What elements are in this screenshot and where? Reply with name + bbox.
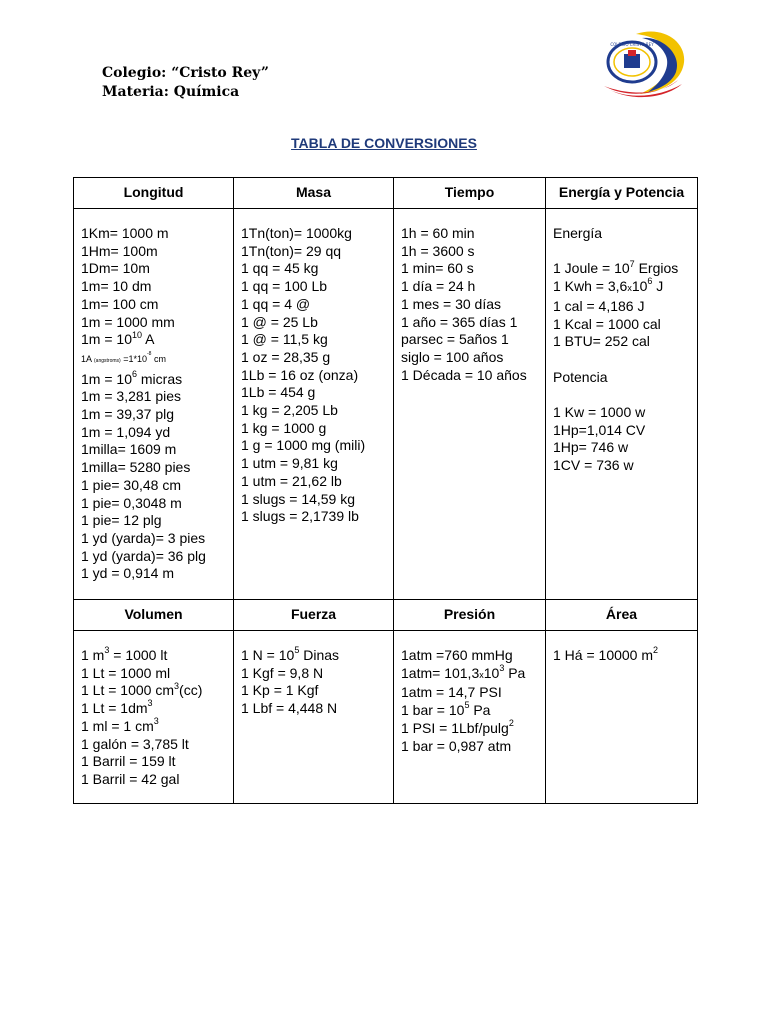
list-item: 1m = 3,281 pies (81, 388, 182, 405)
list-item: 1 $N = 10^5$ Dinas (241, 645, 340, 663)
school-name: Colegio: “Cristo Rey” (102, 65, 269, 81)
list-item: 1 día = 24 h (401, 278, 476, 295)
list-item: 1atm =760 mmHg (401, 647, 513, 663)
header-area: Área (546, 600, 698, 631)
list-item: 1CV = 736 w (553, 457, 634, 474)
list-item: 1Lb = 16 oz (onza) (241, 366, 359, 383)
list-item: 1 Kcal = 1000 cal (553, 315, 661, 332)
list-item: 1 bar = $10^5$ Pa (401, 700, 491, 719)
list-item: 1 $m^3 = 1000$ lt (81, 645, 168, 663)
list-item: $1m = 10^6$ micras (81, 368, 183, 387)
subject-name: Materia: Química (102, 84, 240, 100)
list-item: 1 pie= 12 plg (81, 512, 162, 529)
list-item: 1 Lbf = 4,448 N (241, 700, 338, 717)
table-header-row (74, 178, 698, 209)
section-label-potencia: Potencia (553, 368, 608, 385)
list-item: 1 qq = 100 Lb (241, 278, 328, 295)
cell-masa (234, 209, 394, 600)
list-item: 1 oz = 28,35 g (241, 348, 331, 365)
list-item: 1 mes = 30 días (401, 295, 502, 312)
list-item: 1 $Lt = 1dm^3$ (81, 698, 153, 717)
list-item: 1 @ = 25 Lb (241, 313, 318, 330)
list-item: 1milla= 1609 m (81, 441, 177, 458)
list-item: 1 yd = 0,914 m (81, 565, 175, 582)
list-item: 1 Kp = 1 Kgf (241, 682, 319, 699)
list-item: 1 Barril = 42 gal (81, 770, 180, 787)
header-volumen: Volumen (74, 600, 234, 631)
list-item: 1 Década = 10 años (401, 366, 527, 383)
list-item: 1 slugs = 14,59 kg (241, 490, 356, 507)
table-row (74, 631, 698, 804)
table-row (74, 209, 698, 600)
list-item: 1Lb = 454 g (241, 384, 316, 401)
list-item: 1 galón = 3,785 lt (81, 735, 189, 752)
list-item: 1 Lt = 1000 $cm^3(cc)$ (81, 680, 203, 699)
list-item: 1 año = 365 días 1 (401, 313, 518, 330)
list-item: 1 pie= 30,48 cm (81, 476, 182, 493)
list-item: 1atm = 14,7 PSI (401, 684, 502, 701)
list-item: $1m = 10^{10}$ A (81, 329, 155, 348)
header-energia-potencia: Energía y Potencia (546, 178, 698, 209)
list-item: 1 qq = 45 kg (241, 260, 319, 277)
section-label-energia: Energía (553, 225, 603, 241)
list-item: 1 g = 1000 mg (mili) (241, 437, 366, 454)
list-item: 1 Kw = 1000 w (553, 403, 646, 420)
header-longitud: Longitud (74, 178, 234, 209)
list-item: $1atm= 101,3x10^3$ Pa (401, 663, 526, 681)
school-logo (596, 26, 690, 98)
list-item: 1 Kwh = $3,6x10^6$ J (553, 276, 664, 295)
list-item: 1m = 1,094 yd (81, 423, 171, 440)
header-tiempo: Tiempo (394, 178, 546, 209)
list-item: 1 @ = 11,5 kg (241, 331, 328, 348)
list-item: 1Hp=1,014 CV (553, 421, 646, 438)
list-item: 1 bar = 0,987 atm (401, 737, 512, 754)
list-item: 1 kg = 1000 g (241, 419, 327, 436)
cell-energia-potencia (546, 209, 698, 600)
cell-longitud (74, 209, 234, 600)
page-title: TABLA DE CONVERSIONES (291, 135, 477, 151)
cell-volumen (74, 631, 234, 804)
list-item: 1Km= 1000 m (81, 225, 169, 241)
list-item: 1 utm = 21,62 lb (241, 472, 342, 489)
list-item: 1Hp= 746 w (553, 439, 629, 456)
list-item: 1m = 39,37 plg (81, 406, 175, 423)
list-item: 1m= 100 cm (81, 295, 159, 312)
list-item: 1Tn(ton)= 1000kg (241, 225, 352, 241)
list-item: 1 yd (yarda)= 36 plg (81, 547, 206, 564)
list-item: 1 Joule = $10^7$ Ergios (553, 258, 679, 277)
list-item: siglo = 100 años (401, 348, 504, 365)
cell-area (546, 631, 698, 804)
cell-presion (394, 631, 546, 804)
header-fuerza: Fuerza (234, 600, 394, 631)
header-masa: Masa (234, 178, 394, 209)
list-item: 1 BTU= 252 cal (553, 333, 650, 350)
list-item: 1 ml = 1 $cm^3$ (81, 716, 159, 734)
list-item: parsec = 5años 1 (401, 331, 509, 348)
list-item: 1 Barril = 159 lt (81, 753, 176, 770)
list-item: 1 slugs = 2,1739 lb (241, 508, 359, 525)
list-item: 1 Kgf = 9,8 N (241, 664, 324, 681)
list-item: 1 cal = 4,186 J (553, 297, 645, 314)
list-item: 1 pie= 0,3048 m (81, 494, 182, 511)
cell-fuerza (234, 631, 394, 804)
cell-tiempo (394, 209, 546, 600)
list-item: 1 kg = 2,205 Lb (241, 402, 338, 419)
list-item: 1milla= 5280 pies (81, 459, 191, 476)
list-item: 1h = 60 min (401, 225, 475, 241)
list-item: 1 min= 60 s (401, 260, 474, 277)
list-item: 1 Lt = 1000 ml (81, 664, 171, 681)
table-header-row (74, 600, 698, 631)
list-item: 1A (angstroms) $=1*10^{-8}$ cm (81, 351, 166, 364)
list-item: 1Hm= 100m (81, 242, 158, 259)
list-item: 1 Há = 10000 $m^2$ (553, 645, 659, 663)
list-item: 1m = 1000 mm (81, 313, 175, 330)
list-item: 1m= 10 dm (81, 278, 152, 295)
list-item: 1 qq = 4 @ (241, 295, 311, 312)
list-item: 1Tn(ton)= 29 qq (241, 242, 342, 259)
list-item: 1Dm= 10m (81, 260, 150, 277)
list-item: 1 utm = 9,81 kg (241, 455, 338, 472)
document-header (102, 64, 269, 102)
list-item: 1h = 3600 s (401, 242, 475, 259)
header-presion: Presión (394, 600, 546, 631)
logo-text: COLEGIO CRISTO REY (610, 42, 654, 47)
list-item: 1 PSI = 1Lbf/pulg$^2$ (401, 718, 514, 736)
conversion-table (73, 177, 698, 804)
list-item: 1 yd (yarda)= 3 pies (81, 529, 206, 546)
